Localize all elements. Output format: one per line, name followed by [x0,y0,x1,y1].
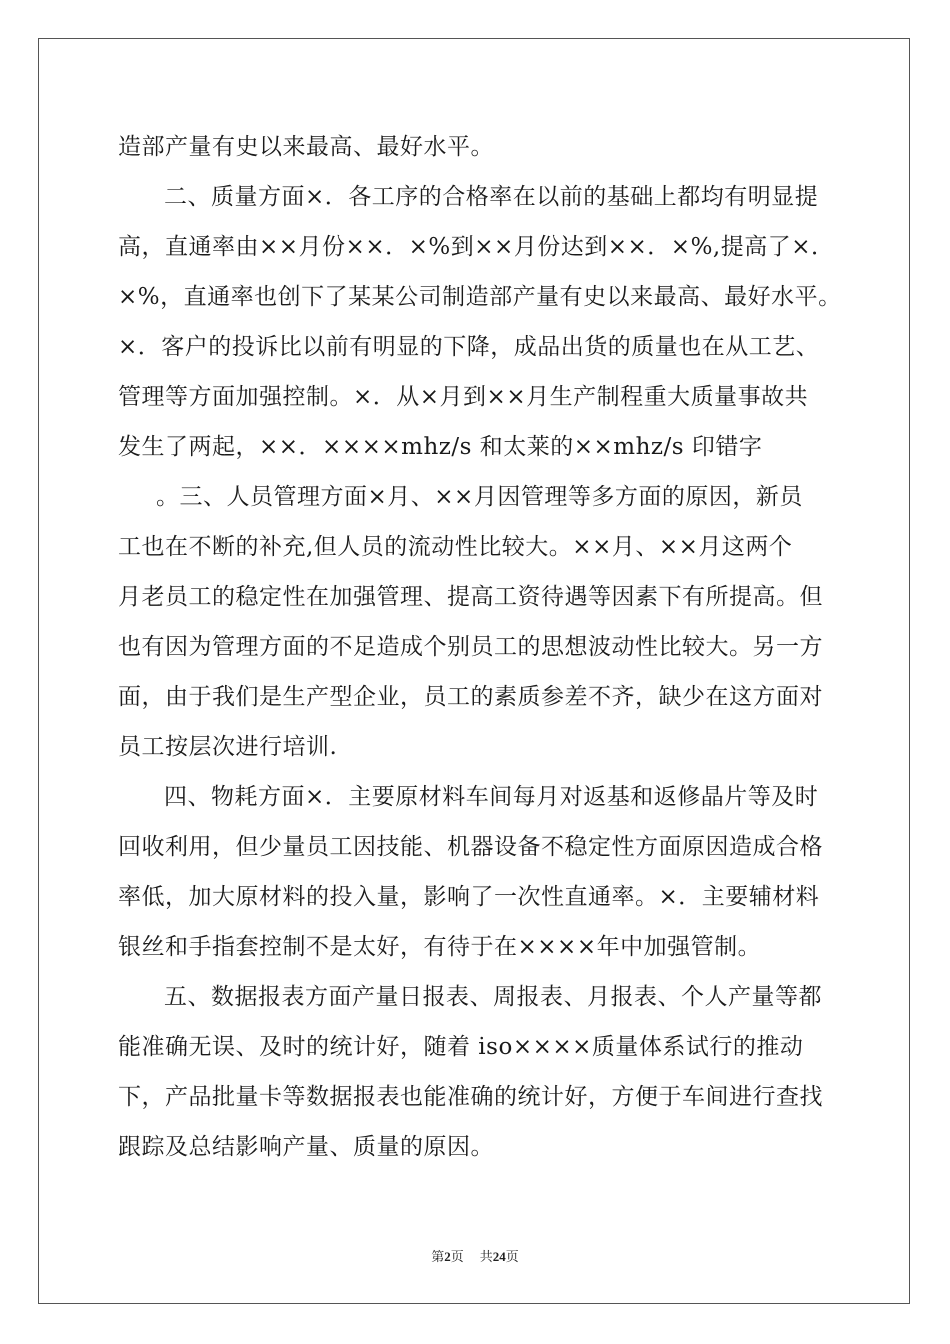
text-line: 员工按层次进行培训. [118,734,338,760]
text-line: 月老员工的稳定性在加强管理、提高工资待遇等因素下有所提高。但 [118,584,823,610]
page-suffix: 页 [450,1249,464,1264]
page-prefix: 第 [431,1249,445,1264]
document-body [118,122,842,1172]
text-line: 面，由于我们是生产型企业，员工的素质参差不齐，缺少在这方面对 [118,684,823,710]
page-footer [0,1246,950,1265]
text-line: 四、物耗方面×．主要原材料车间每月对返基和返修晶片等及时 [164,784,819,810]
text-line: ×%，直通率也创下了某某公司制造部产量有史以来最高、最好水平。 [118,284,842,310]
text-line: 能准确无误、及时的统计好，随着 iso××××质量体系试行的推动 [118,1034,804,1060]
page-number: 2 [444,1249,451,1264]
text-line: 率低，加大原材料的投入量，影响了一次性直通率。×．主要辅材料 [118,884,820,910]
text-line: 管理等方面加强控制。×．从×月到××月生产制程重大质量事故共 [118,384,809,410]
text-line: 发生了两起，××．××××mhz/s 和太莱的××mhz/s 印错字 [118,434,763,460]
total-prefix: 共 [479,1249,493,1264]
text-line: 银丝和手指套控制不是太好，有待于在××××年中加强管制。 [118,934,762,960]
text-line: 跟踪及总结影响产量、质量的原因。 [118,1134,494,1160]
text-line: 高，直通率由××月份××．×%到××月份达到××．×%,提高了×． [118,234,835,260]
total-pages: 24 [492,1249,506,1264]
total-suffix: 页 [505,1249,519,1264]
text-line: 也有因为管理方面的不足造成个别员工的思想波动性比较大。另一方 [118,634,823,660]
text-line: 五、数据报表方面产量日报表、周报表、月报表、个人产量等都 [164,984,822,1010]
text-line: ×．客户的投诉比以前有明显的下降，成品出货的质量也在从工艺、 [118,334,820,360]
text-line: 下，产品批量卡等数据报表也能准确的统计好，方便于车间进行查找 [118,1084,823,1110]
text-line: 回收利用，但少量员工因技能、机器设备不稳定性方面原因造成合格 [118,834,823,860]
text-line: 工也在不断的补充,但人员的流动性比较大。××月、××月这两个 [118,534,793,560]
text-line: 造部产量有史以来最高、最好水平。 [118,134,494,160]
text-line: 。三、人员管理方面×月、××月因管理等多方面的原因，新员 [156,484,803,510]
text-line: 二、质量方面×．各工序的合格率在以前的基础上都均有明显提 [164,184,819,210]
